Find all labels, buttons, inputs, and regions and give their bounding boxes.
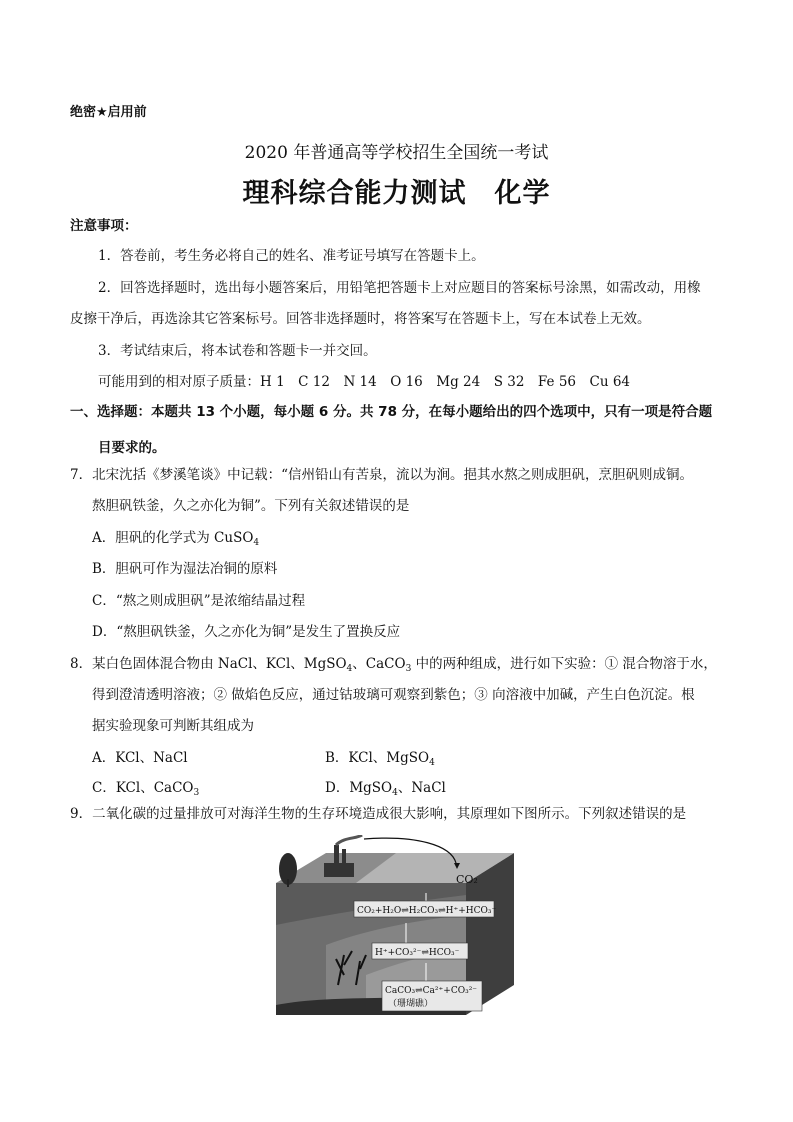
exam-title: 2020 年普通高等学校招生全国统一考试 [244, 143, 549, 163]
subject-title: 理科综合能力测试 化学 [242, 178, 551, 209]
equation-3: CaCO₃⇌Ca²⁺+CO₃²⁻ [385, 986, 478, 996]
q9-stem: 9．二氧化碳的过量排放可对海洋生物的生存环境造成很大影响，其原理如下图所示。下列叙述错误的是 [70, 806, 687, 822]
chimney-icon [334, 845, 339, 865]
q8-stem-cont-1: 得到澄清透明溶液；② 做焰色反应，通过钴玻璃可观察到紫色；③ 向溶液中加碱，产生白色沉淀。根 [92, 687, 695, 703]
chimney-icon-2 [342, 849, 346, 865]
q8-option-c: C．KCl、CaCO$_3$ [92, 780, 200, 798]
q8-option-a: A．KCl、NaCl [92, 750, 188, 766]
coral-reef-label: （珊瑚礁） [388, 999, 434, 1009]
q7-stem: 7．北宋沈括《梦溪笔谈》中记载：“信州铅山有苦泉，流以为涧。挹其水熬之则成胆矾，烹胆矾则成铜。 [70, 467, 693, 483]
equation-1: CO₂+H₂O⇌H₂CO₃⇌H⁺+HCO₃⁻ [357, 906, 497, 916]
section-heading: 一、选择题：本题共 13 个小题，每小题 6 分。共 78 分，在每小题给出的四个选项中，只有一项是符合题 [70, 404, 713, 420]
note-item-1: 1．答卷前，考生务必将自己的姓名、准考证号填写在答题卡上。 [98, 248, 485, 264]
co2-label: CO₂ [456, 873, 478, 886]
equation-2: H⁺+CO₃²⁻⇌HCO₃⁻ [375, 948, 460, 958]
atomic-masses: 可能用到的相对原子质量：H 1 C 12 N 14 O 16 Mg 24 S 32 Fe 56 Cu 64 [98, 374, 631, 390]
q8-stem-cont-2: 据实验现象可判断其组成为 [92, 718, 254, 734]
q7-option-d: D．“熬胆矾铁釜，久之亦化为铜”是发生了置换反应 [92, 624, 401, 640]
smoke-icon [336, 835, 362, 845]
q8-option-b: B．KCl、MgSO$_4$ [325, 750, 435, 768]
q7-stem-cont: 熬胆矾铁釜，久之亦化为铜”。下列有关叙述错误的是 [92, 498, 410, 514]
q7-option-c: C．“熬之则成胆矾”是浓缩结晶过程 [92, 593, 306, 609]
note-item-2-cont: 皮擦干净后，再选涂其它答案标号。回答非选择题时，将答案写在答题卡上，写在本试卷上无效。 [70, 311, 651, 327]
note-item-2: 2．回答选择题时，选出每小题答案后，用铅笔把答题卡上对应题目的答案标号涂黑，如需改动，用橡 [98, 280, 701, 296]
notes-heading: 注意事项： [70, 218, 138, 234]
q8-stem: 8．某白色固体混合物由 NaCl、KCl、MgSO$_4$、CaCO$_3$ 中的两种组成，进行如下实验：① 混合物溶于水， [70, 656, 717, 674]
section-heading-cont: 目要求的。 [98, 440, 166, 456]
q7-option-a: A．胆矾的化学式为 CuSO$_4$ [92, 530, 260, 548]
q8-option-d: D．MgSO$_4$、NaCl [325, 780, 446, 798]
ocean-co2-diagram [266, 835, 536, 1020]
note-item-3: 3．考试结束后，将本试卷和答题卡一并交回。 [98, 343, 377, 359]
q7-option-b: B．胆矾可作为湿法冶铜的原料 [92, 561, 278, 577]
factory-icon [324, 863, 354, 877]
secret-label: 绝密★启用前 [70, 105, 147, 120]
